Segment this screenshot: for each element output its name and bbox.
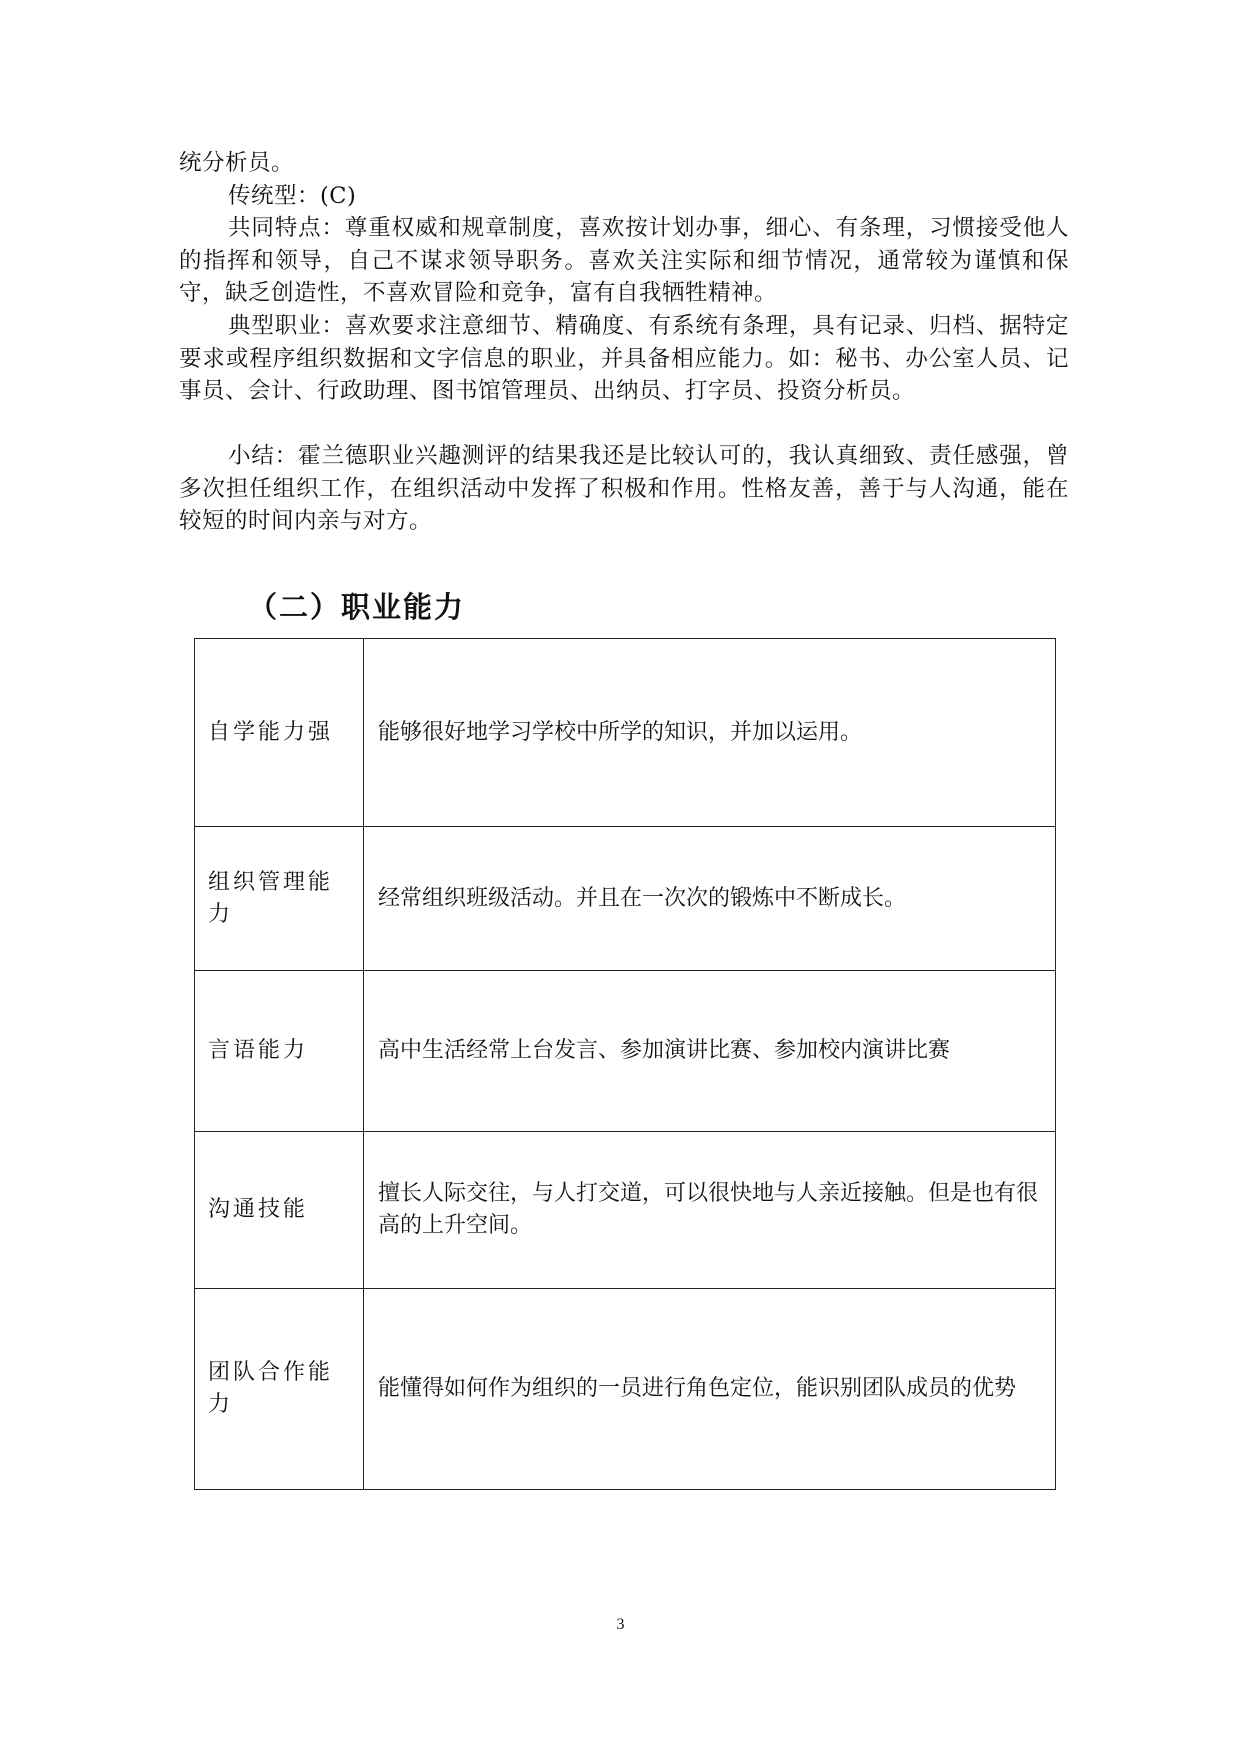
paragraph-conventional-type: 传统型：(C) bbox=[228, 183, 357, 209]
paragraph-typical-careers: 典型职业：喜欢要求注意细节、精确度、有系统有条理，具有记录、归档、据特定要求或程序组织数据和文字信息的职业，并具备相应能力。如：秘书、办公室人员、记事员、会计、行政助理、图书馆管理员、出纳员、打字员、投资分析员。 bbox=[179, 313, 1069, 404]
table-row bbox=[195, 639, 1056, 827]
ability-description: 经常组织班级活动。并且在一次次的锻炼中不断成长。 bbox=[364, 827, 1056, 971]
paragraph-continuation: 统分析员。 bbox=[179, 150, 295, 176]
ability-label: 自学能力强 bbox=[195, 639, 364, 827]
ability-label: 言语能力 bbox=[195, 971, 364, 1132]
paragraph-common-traits: 共同特点：尊重权威和规章制度，喜欢按计划办事，细心、有条理，习惯接受他人的指挥和领导，自己不谋求领导职务。喜欢关注实际和细节情况，通常较为谨慎和保守，缺乏创造性，不喜欢冒险和竞争，富有自我牺牲精神。 bbox=[179, 215, 1069, 306]
table-row bbox=[195, 1132, 1056, 1289]
ability-label: 组织管理能力 bbox=[195, 827, 364, 971]
ability-description: 擅长人际交往，与人打交道，可以很快地与人亲近接触。但是也有很高的上升空间。 bbox=[364, 1132, 1056, 1289]
ability-label: 沟通技能 bbox=[195, 1132, 364, 1289]
section-title: （二）职业能力 bbox=[248, 590, 466, 624]
ability-description: 高中生活经常上台发言、参加演讲比赛、参加校内演讲比赛 bbox=[364, 971, 1056, 1132]
table-row bbox=[195, 827, 1056, 971]
ability-description: 能够很好地学习学校中所学的知识，并加以运用。 bbox=[364, 639, 1056, 827]
table-row bbox=[195, 1289, 1056, 1490]
ability-label: 团队合作能力 bbox=[195, 1289, 364, 1490]
table-row bbox=[195, 971, 1056, 1132]
page-number: 3 bbox=[616, 1616, 625, 1633]
career-ability-table bbox=[194, 638, 1056, 1490]
paragraph-summary: 小结：霍兰德职业兴趣测评的结果我还是比较认可的，我认真细致、责任感强，曾多次担任组织工作，在组织活动中发挥了积极和作用。性格友善，善于与人沟通，能在较短的时间内亲与对方。 bbox=[179, 443, 1069, 534]
ability-description: 能懂得如何作为组织的一员进行角色定位，能识别团队成员的优势 bbox=[364, 1289, 1056, 1490]
